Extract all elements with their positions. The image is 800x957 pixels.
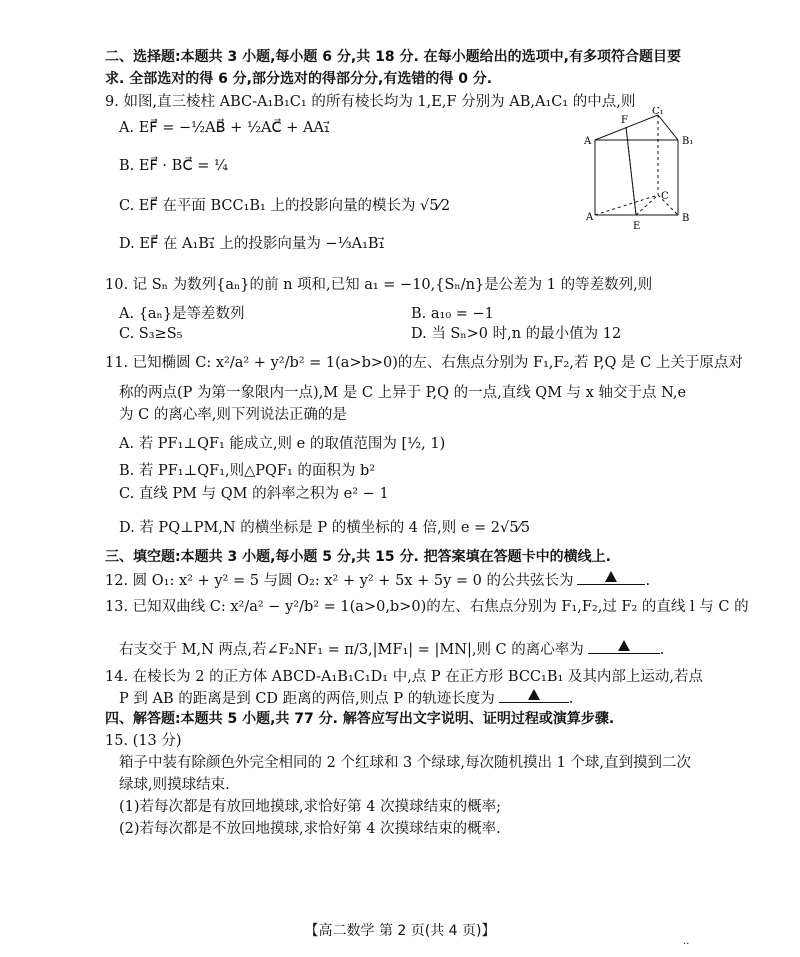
section2-heading-line1: 二、选择题:本题共 3 小题,每小题 6 分,共 18 分. 在每小题给出的选项中,有多项符合题目要: [105, 49, 681, 65]
answer-triangle-icon: [618, 640, 630, 651]
q11-option-b: B. 若 PF₁⊥QF₁,则△PQF₁ 的面积为 b²: [119, 463, 376, 479]
q9-stem: 9. 如图,直三棱柱 ABC-A₁B₁C₁ 的所有棱长均为 1,E,F 分别为 AB,A₁C₁ 的中点,则: [105, 94, 636, 110]
q11-option-a: A. 若 PF₁⊥QF₁ 能成立,则 e 的取值范围为 [½, 1): [119, 436, 446, 452]
q10-option-c: C. S₃≥S₅: [119, 326, 183, 342]
q9-option-c: C. EF⃗ 在平面 BCC₁B₁ 上的投影向量的模长为 √5⁄2: [119, 198, 451, 214]
label-B: B: [682, 213, 690, 224]
label-A: A: [586, 212, 594, 223]
answer-triangle-icon: [605, 571, 617, 582]
prism-figure: [580, 107, 700, 237]
q13-answer-blank: [588, 639, 660, 654]
answer-triangle-icon: [528, 689, 540, 700]
q14-end: .: [568, 691, 574, 707]
q9-option-b: B. EF⃗ · BC⃗ = ¼: [119, 158, 229, 174]
section3-heading: 三、填空题:本题共 3 小题,每小题 5 分,共 15 分. 把答案填在答题卡中的横线上.: [105, 549, 611, 565]
q9-option-a: A. EF⃗ = −½AB⃗ + ½AC⃗ + AA₁⃗: [119, 120, 330, 136]
q11-line3: 为 C 的离心率,则下列说法正确的是: [119, 407, 347, 423]
q14-line1: 14. 在棱长为 2 的正方体 ABCD-A₁B₁C₁D₁ 中,点 P 在正方形 BCC₁B₁ 及其内部上运动,若点: [105, 669, 704, 685]
q10-option-d: D. 当 Sₙ>0 时,n 的最小值为 12: [411, 326, 622, 342]
q13-line2: 右支交于 M,N 两点,若∠F₂NF₁ = π/3,|MF₁| = |MN|,则 C 的离心率为: [119, 642, 584, 658]
label-C1: C₁: [652, 107, 664, 117]
q10-option-a: A. {aₙ}是等差数列: [119, 306, 245, 322]
q15-line2: 绿球,则摸球结束.: [119, 777, 230, 793]
q15-header: 15. (13 分): [105, 733, 182, 749]
q13-end: .: [659, 642, 665, 658]
q14-line2: P 到 AB 的距离是到 CD 距离的两倍,则点 P 的轨迹长度为: [119, 691, 495, 707]
label-A1: A: [584, 136, 592, 147]
q12-stem: 12. 圆 O₁: x² + y² = 5 与圆 O₂: x² + y² + 5x + 5y = 0 的公共弦长为: [105, 573, 574, 589]
q10-option-b: B. a₁₀ = −1: [411, 306, 494, 322]
label-B1: B₁: [682, 136, 694, 147]
q14-answer-blank: [499, 688, 569, 703]
q15-part2: (2)若每次都是不放回地摸球,求恰好第 4 次摸球结束的概率.: [119, 821, 501, 837]
q15-part1: (1)若每次都是有放回地摸球,求恰好第 4 次摸球结束的概率;: [119, 799, 501, 815]
q12-text: [105, 570, 650, 591]
q11-option-d: D. 若 PQ⊥PM,N 的横坐标是 P 的横坐标的 4 倍,则 e = 2√5⁄5: [119, 520, 531, 536]
q11-option-c: C. 直线 PM 与 QM 的斜率之积为 e² − 1: [119, 486, 389, 502]
page-footer: 【高二数学 第 2 页(共 4 页)】: [304, 923, 496, 939]
label-F: F: [621, 115, 628, 126]
label-E: E: [633, 221, 641, 232]
label-C: C: [661, 191, 669, 202]
section4-heading: 四、解答题:本题共 5 小题,共 77 分. 解答应写出文字说明、证明过程或演算步骤.: [105, 711, 615, 727]
q15-line1: 箱子中装有除颜色外完全相同的 2 个红球和 3 个绿球,每次随机摸出 1 个球,直到摸到二次: [119, 755, 692, 771]
q14-line2-row: [119, 688, 573, 709]
q13-line1: 13. 已知双曲线 C: x²/a² − y²/b² = 1(a>0,b>0)的左、右焦点分别为 F₁,F₂,过 F₂ 的直线 l 与 C 的: [105, 599, 749, 615]
q9-option-d: D. EF⃗ 在 A₁B₁⃗ 上的投影向量为 −⅓A₁B₁⃗: [119, 236, 385, 252]
q11-line1: 11. 已知椭圆 C: x²/a² + y²/b² = 1(a>b>0)的左、右焦点分别为 F₁,F₂,若 P,Q 是 C 上关于原点对: [105, 355, 743, 371]
q10-stem: 10. 记 Sₙ 为数列{aₙ}的前 n 项和,已知 a₁ = −10,{Sₙ/n}是公差为 1 的等差数列,则: [105, 277, 653, 293]
q13-line2-row: [119, 639, 664, 660]
corner-mark: ..: [683, 936, 690, 947]
q11-line2: 称的两点(P 为第一象限内一点),M 是 C 上异于 P,Q 的一点,直线 QM 与 x 轴交于点 N,e: [119, 385, 687, 401]
section2-heading-line2: 求. 全部选对的得 6 分,部分选对的得部分分,有选错的得 0 分.: [105, 71, 493, 87]
q12-end: .: [645, 573, 651, 589]
q12-answer-blank: [577, 570, 645, 585]
